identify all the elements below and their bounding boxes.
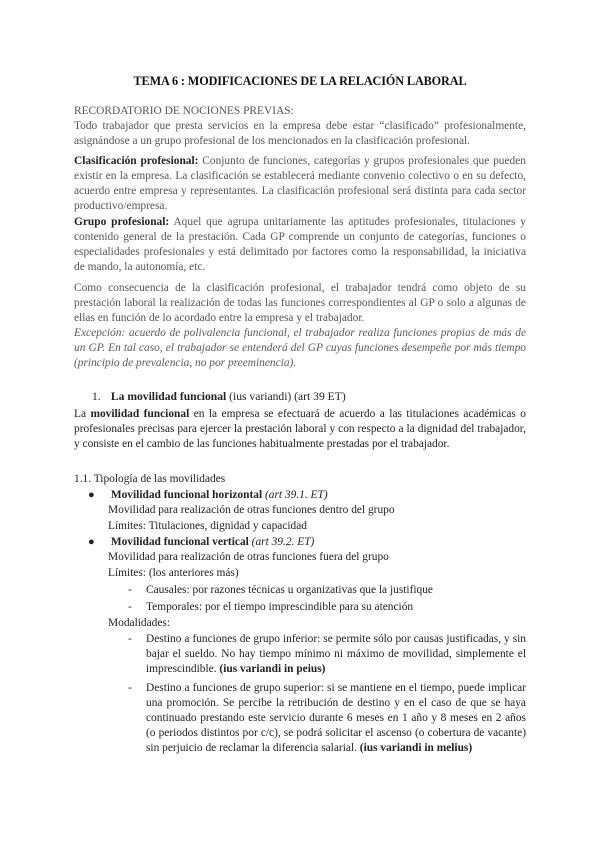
recordatorio-intro: Todo trabajador que presta servicios en la empresa debe estar “clasificado” profesionalmente, asignándose a un grupo profesional de los mencionados en la clasificación profesional.	[74, 120, 526, 147]
modalidad-superior	[128, 681, 526, 756]
recordatorio-heading: RECORDATORIO DE NOCIONES PREVIAS:	[74, 105, 294, 117]
limit-item-temporales	[128, 600, 526, 615]
modalidad-superior-bold: (ius variandi in melius)	[359, 741, 473, 754]
grupo-label: Grupo profesional:	[74, 216, 170, 228]
tipologia-heading: 1.1. Tipología de las movilidades	[74, 473, 226, 485]
movilidad-post: en la empresa se efectuará de acuerdo a las titulaciones académicas o profesionales precisas para ejercer la prestación laboral y con respecto a la dignidad del trabajador, y consiste en el cambio de las funciones habitualmente prestadas por el trabajador.	[74, 408, 526, 450]
vertical-desc: Movilidad para realización de otras funciones fuera del grupo	[108, 551, 389, 563]
movilidad-paragraph	[74, 407, 526, 452]
vertical-ref: (art 39.2. ET)	[251, 536, 315, 548]
horizontal-limits: Límites: Titulaciones, dignidad y capacidad	[108, 520, 307, 532]
dash-marker: -	[128, 584, 132, 596]
movilidad-pre: La	[74, 408, 87, 420]
vertical-title: Movilidad funcional vertical	[110, 536, 249, 548]
consecuencia-paragraph: Como consecuencia de la clasificación profesional, el trabajador tendrá como objeto de su prestación laboral la realización de todas las funciones correspondientes al GP o solo a algunas de ellas en función de lo acordado entre la empresa y el trabajador.	[74, 282, 526, 324]
dash-marker: -	[128, 682, 132, 694]
section-1-title-bold: La movilidad funcional	[110, 390, 227, 403]
section-1-heading	[92, 390, 346, 403]
bullet-icon: ●	[88, 536, 95, 548]
horizontal-title: Movilidad funcional horizontal	[110, 489, 263, 501]
modalidades-label: Modalidades:	[108, 617, 171, 629]
excepcion-paragraph: Excepción: acuerdo de polivalencia funcional, el trabajador realiza funciones propias de más de un GP. En tal caso, el trabajador se entenderá del GP cuyas funciones desempeñe por más tiempo (principio de prevalencia, no por preeminencia).	[74, 327, 526, 369]
modalidad-superior-body	[146, 681, 526, 756]
dash-marker: -	[128, 601, 132, 613]
grupo-text: Aquel que agrupa unitariamente las aptitudes profesionales, titulaciones y contenido general de la prestación. Cada GP comprende un conjunto de categorías, funciones o especialidades profesionales y está delimitado por factores como la responsabilidad, la iniciativa de mando, la autonomía, etc.	[74, 216, 527, 273]
limit-item-text: Temporales: por el tiempo imprescindible para su atención	[146, 601, 414, 613]
modalidad-inferior-bold: (ius variandi in peius)	[219, 662, 326, 675]
bullet-horizontal	[88, 488, 328, 503]
section-1-title-rest: (ius variandi) (art 39 ET)	[229, 390, 346, 403]
modalidad-inferior-text: Destino a funciones de grupo inferior: se permite sólo por causas justificadas, y sin bajar el sueldo. No hay tiempo mínimo ni máximo de movilidad, simplemente el imprescindible.	[146, 633, 526, 675]
vertical-limits: Límites: (los anteriores más)	[108, 567, 239, 579]
bullet-icon: ●	[88, 489, 95, 501]
modalidad-inferior	[128, 632, 526, 677]
limit-item-text: Causales: por razones técnicas u organizativas que la justifique	[146, 584, 433, 596]
horizontal-ref: (art 39.1. ET)	[264, 489, 328, 501]
bullet-vertical	[88, 535, 314, 550]
dash-marker: -	[128, 633, 132, 645]
modalidad-inferior-body	[146, 632, 526, 677]
horizontal-desc: Movilidad para realización de otras funciones dentro del grupo	[108, 504, 395, 516]
modalidad-superior-text: Destino a funciones de grupo superior: si se mantiene en el tiempo, puede implicar una promoción. Se percibe la retribución de destino y en el caso de que se haya continuado prestando este servicio durante 6 meses en 1 año y 8 meses en 2 años (o periodos distintos por c/c), se podrá solicitar el ascenso (o cobertura de vacante) sin perjuicio de reclamar la diferencia salarial.	[146, 682, 526, 754]
clasificacion-text: Conjunto de funciones, categorías y grupos profesionales que pueden existir en la empresa. La clasificación se establecerá mediante convenio colectivo o en su defecto, acuerdo entre empresa y representantes. La clasificación profesional será distinta para cada sector productivo/empresa.	[74, 155, 526, 212]
section-1-number: 1.	[92, 390, 101, 403]
clasificacion-paragraph	[74, 154, 526, 214]
limit-item-causales	[128, 583, 526, 598]
movilidad-bold: movilidad funcional	[90, 408, 190, 420]
page-title: TEMA 6 : MODIFICACIONES DE LA RELACIÓN LABORAL	[133, 74, 467, 88]
grupo-paragraph	[74, 215, 526, 275]
clasificacion-label: Clasificación profesional:	[74, 155, 199, 167]
